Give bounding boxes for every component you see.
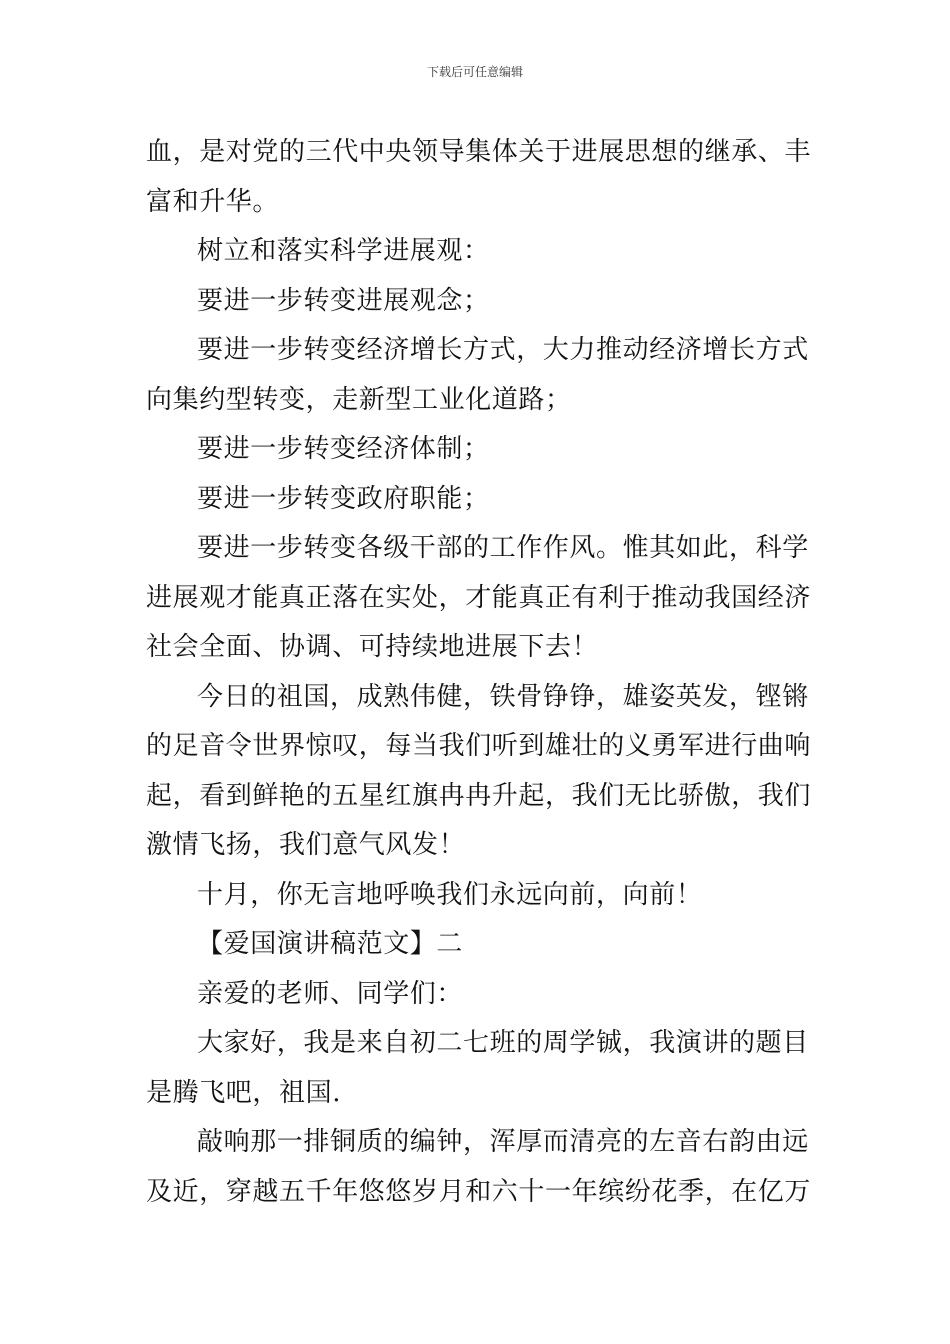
text-line: 大家好，我是来自初二七班的周学铖，我演讲的题目: [197, 1028, 809, 1058]
text-line: 要进一步转变经济体制；: [197, 434, 490, 464]
text-line: 及近，穿越五千年悠悠岁月和六十一年缤纷花季，在亿万: [146, 1176, 812, 1207]
text-line: 激情飞扬，我们意气风发！: [146, 830, 466, 860]
text-line: 敲响那一排铜质的编钟，浑厚而清亮的左音右韵由远: [197, 1127, 809, 1157]
text-line: 社会全面、协调、可持续地进展下去！: [146, 632, 599, 662]
text-line: 富和升华。: [146, 186, 280, 217]
section-heading: 【爱国演讲稿范文】二: [197, 929, 464, 959]
text-line: 的足音令世界惊叹，每当我们听到雄壮的义勇军进行曲响: [146, 731, 812, 761]
text-line: 要进一步转变进展观念；: [197, 285, 490, 316]
text-line: 亲爱的老师、同学们：: [197, 978, 464, 1009]
text-line: 向集约型转变，走新型工业化道路；: [146, 384, 572, 415]
text-line: 要进一步转变各级干部的工作作风。惟其如此，科学: [197, 533, 809, 563]
text-line: 今日的祖国，成熟伟健，铁骨铮铮，雄姿英发，铿锵: [197, 681, 809, 712]
page-header: 下载后可任意编辑: [426, 65, 523, 79]
text-line: 要进一步转变政府职能；: [197, 483, 490, 514]
text-line: 树立和落实科学进展观：: [197, 236, 490, 266]
text-line: 十月，你无言地呼唤我们永远向前，向前！: [197, 879, 703, 910]
text-line: 进展观才能真正落在实处，才能真正有利于推动我国经济: [146, 582, 812, 613]
text-line: 要进一步转变经济增长方式，大力推动经济增长方式: [197, 335, 809, 365]
text-line: 血，是对党的三代中央领导集体关于进展思想的继承、丰: [146, 137, 812, 167]
document-body: [146, 128, 811, 1217]
text-line: 起，看到鲜艳的五星红旗冉冉升起，我们无比骄傲，我们: [146, 780, 812, 811]
text-line: 是腾飞吧，祖国.: [146, 1077, 342, 1108]
